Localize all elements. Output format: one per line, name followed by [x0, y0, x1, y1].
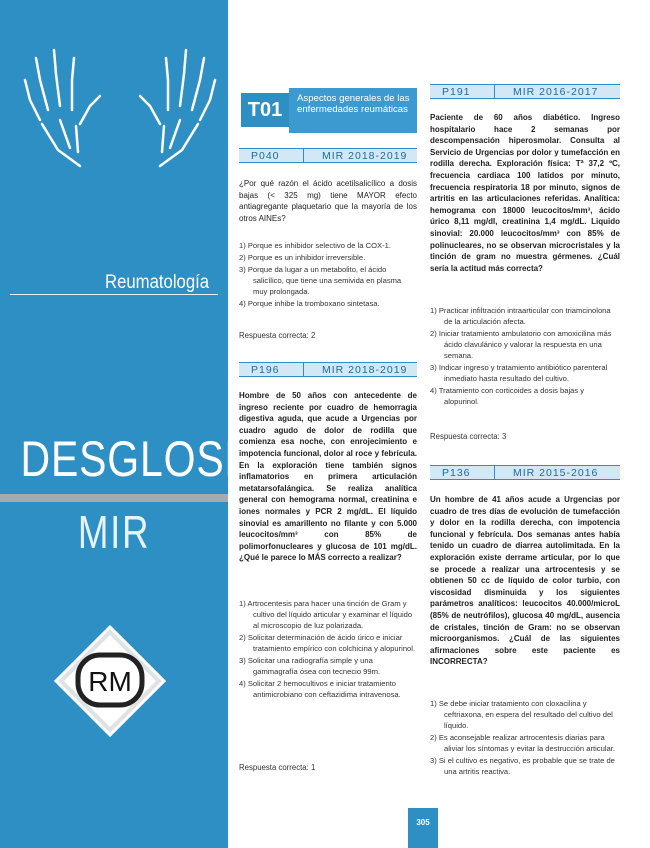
options-list	[430, 305, 620, 408]
question-text: Hombre de 50 años con antecedente de ingreso reciente por cuadro de hemorragia digestiva aguda, que acude a Urgencias por cuadro agudo de dolor de rodilla que comienza esa noche, con enrojecimiento e impotencia funcional, dolor al roce y febrícula. En la exploración tiene también signos inflamatorios en primera articulación metatarsofalángica. Se realiza analítica general con hemograma normal, creatinina e iones normales y PCR 2 mg/dL. El líquido sinovial es amarillento no filante y con 5.000 leucocitos/mm³ con 85% de polimorfonucleares y glucosa de 101 mg/dL. ¿Qué le parece lo MÁS correcto a realizar?	[239, 391, 417, 563]
title-mir: MIR	[77, 506, 151, 558]
option: 2) Porque es un inhibidor irreversible.	[239, 253, 366, 262]
option: 1) Porque es inhibidor selectivo de la COX-1.	[239, 241, 391, 250]
divider	[10, 294, 218, 295]
question-text: Un hombre de 41 años acude a Urgencias por cuadro de tres días de evolución de tumefacción y dolor en la rodilla derecha, con impotencia funcional y febrícula. Dos semanas antes había tenido un cuadro de diarrea autolimitada. En la exploración existe derrame articular, por lo que se procede a realizar una artrocentesis y se obtienen 50 cc de líquido de color turbio, con viscosidad disminuida y los siguientes parámetros analíticos: leucocitos 40.000/microL (85% de neutrófilos), glucosa 40 mg/dL, ausencia de cristales, tinción de Gram: no se observan microorganismos. ¿Cuál de las siguientes afirmaciones sobre este paciente es INCORRECTA?	[430, 495, 620, 667]
option: 1) Practicar infiltración intraarticular con triamcinolona de la articulación afecta.	[430, 306, 611, 326]
question-exam: MIR 2016-2017	[513, 85, 599, 98]
topic-title: Aspectos generales de las enfermedades reumáticas	[289, 88, 417, 133]
options-list	[239, 240, 417, 310]
question-exam: MIR 2018-2019	[322, 363, 408, 376]
option: 2) Solicitar determinación de ácido úrico e iniciar tratamiento empírico con colchicina y alopurinol.	[239, 633, 416, 653]
question-text: ¿Por qué razón el ácido acetilsalicílico a dosis bajas (< 325 mg) tiene MAYOR efecto antiagregante plaquetario que la mayoría de los otros AINEs?	[239, 179, 417, 223]
option: 3) Si el cultivo es negativo, es probable que se trate de una artritis reactiva.	[430, 756, 615, 776]
question-header	[430, 84, 620, 99]
option: 4) Tratamiento con corticoides a dosis bajas y alopurinol.	[430, 386, 585, 406]
title-desgloses: DESGLOSES	[20, 431, 281, 487]
question-header	[430, 465, 620, 480]
page-number: 305	[408, 808, 438, 848]
question-exam: MIR 2015-2016	[513, 466, 599, 479]
answer: Respuesta correcta: 1	[239, 763, 316, 772]
hands-xray-icon	[20, 40, 220, 180]
option: 4) Solicitar 2 hemocultivos e iniciar tratamiento antimicrobiano con ceftazidima intravenosa.	[239, 679, 401, 699]
question-text: Paciente de 60 años diabético. Ingreso hospitalario hace 2 semanas por descompensación hiperosmolar. Consulta al Servicio de Urgencias por dolor y tumefacción en rodilla derecha. Exploración física: Tª 37,2 ºC, frecuencia cardiaca 100 latidos por minuto, frecuencia respiratoria 18 por minuto, signos de artritis en las articulaciones referidas. Analítica: hemograma con 18000 leucocitos/mm³, ácido úrico 8,11 mg/dl, creatinina 1,4 mg/dL. Liquido sinovial: 20.000 leucocitos/mm³ con 85% de polinucleares, no se observan microcristales y la tinción de gram no muestra gérmenes. ¿Cuál sería la actitud más correcta?	[430, 113, 620, 273]
topic-code: T01	[241, 93, 289, 127]
rm-badge-text: RM	[88, 666, 132, 697]
question-code: P040	[251, 149, 280, 162]
option: 2) Es aconsejable realizar artrocentesis diarias para aliviar los síntomas y evitar la destrucción articular.	[430, 733, 615, 753]
question-header	[239, 148, 417, 163]
question-header	[239, 362, 417, 377]
divider-band	[0, 494, 228, 502]
answer: Respuesta correcta: 2	[239, 331, 316, 340]
option: 2) Iniciar tratamiento ambulatorio con amoxicilina más ácido clavulánico y valorar la respuesta en una semana.	[430, 329, 612, 360]
option: 4) Porque inhibe la tromboxano sintetasa.	[239, 299, 380, 308]
question-code: P136	[442, 466, 471, 479]
option: 1) Se debe iniciar tratamiento con cloxacilina y ceftriaxona, en espera del resultado del cultivo del líquido.	[430, 699, 613, 730]
options-list	[239, 598, 417, 701]
option: 1) Artrocentesis para hacer una tinción de Gram y cultivo del líquido articular y examinar el líquido al microscopio de luz polarizada.	[239, 599, 413, 630]
rm-badge-icon	[54, 625, 166, 737]
option: 3) Solicitar una radiografía simple y una gammagrafía ósea con tecnecio 99m.	[239, 656, 381, 676]
option: 3) Porque da lugar a un metabolito, el ácido salicílico, que tiene una semivida en plasma muy prolongada.	[239, 265, 402, 296]
specialty-label: Reumatología	[105, 272, 210, 293]
question-code: P191	[442, 85, 471, 98]
question-code: P196	[251, 363, 280, 376]
option: 3) Indicar ingreso y tratamiento antibiótico parenteral inmediato hasta resultado del cultivo.	[430, 363, 608, 383]
question-exam: MIR 2018-2019	[322, 149, 408, 162]
answer: Respuesta correcta: 3	[430, 432, 507, 441]
options-list	[430, 698, 620, 778]
